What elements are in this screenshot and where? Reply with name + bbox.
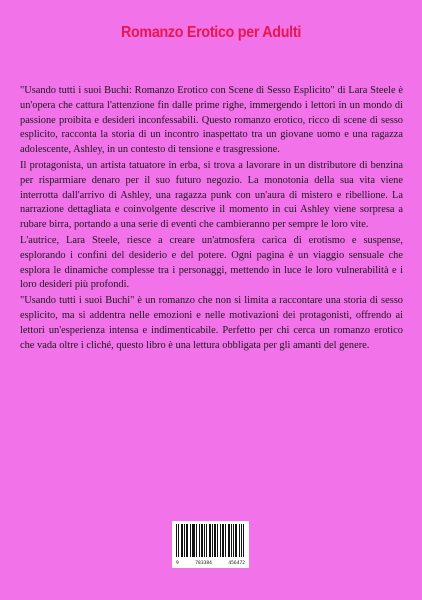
blurb-paragraph-2: Il protagonista, un artista tatuatore in erba, si trova a lavorare in un distributore di benzina per risparmiare denaro per il suo futuro negozio. La monotonia della sua vita viene interrotta dall'arrivo di Ashley, una ragazza punk con un'aura di mistero e ribellione. La narrazione dettagliata e coinvolgente descrive il momento in cui Ashley viene sorpresa a rubare birra, portando a una serie di eventi che cambieranno per sempre le loro vite. bbox=[20, 159, 403, 231]
blurb-paragraph-1: "Usando tutti i suoi Buchi: Romanzo Erotico con Scene di Sesso Esplicito" di Lara Steele è un'opera che cattura l'attenzione fin dalle prime righe, immergendo i lettori in un mondo di passione proibita e desideri inconfessabili. Questo romanzo erotico, ricco di scene di sesso esplicito, racconta la storia di un incontro inaspettato tra un giovane uomo e una ragazza adolescente, Ashley, in un contesto di tensione e trasgressione. bbox=[20, 85, 403, 156]
book-title: Romanzo Erotico per Adulti bbox=[120, 24, 302, 41]
barcode-digit-first: 9 bbox=[176, 561, 179, 566]
blurb-paragraph-3: L'autrice, Lara Steele, riesce a creare un'atmosfera carica di erotismo e suspense, esplorando i confini del desiderio e del potere. Ogni pagina è un viaggio sensuale che esplora le dinamiche complesse tra i personaggi, mettendo in luce le loro vulnerabilità e i loro desideri più profondi. bbox=[20, 234, 403, 291]
barcode-digits bbox=[172, 561, 249, 566]
blurb-paragraph-4: "Usando tutti i suoi Buchi" è un romanzo che non si limita a raccontare una storia di sesso esplicito, ma si addentra nelle emozioni e nelle motivazioni dei protagonisti, offrendo ai lettori un'esperienza intensa e indimenticabile. Perfetto per chi cerca un romanzo erotico che vada oltre i cliché, questo libro è una lettura obbligata per gli amanti del genere. bbox=[20, 295, 403, 351]
back-cover-blurb bbox=[20, 84, 403, 354]
barcode-digit-group-2: 456472 bbox=[228, 561, 245, 566]
isbn-barcode bbox=[172, 521, 249, 568]
barcode-bars bbox=[176, 524, 245, 557]
barcode-digit-group-1: 783384 bbox=[195, 561, 212, 566]
